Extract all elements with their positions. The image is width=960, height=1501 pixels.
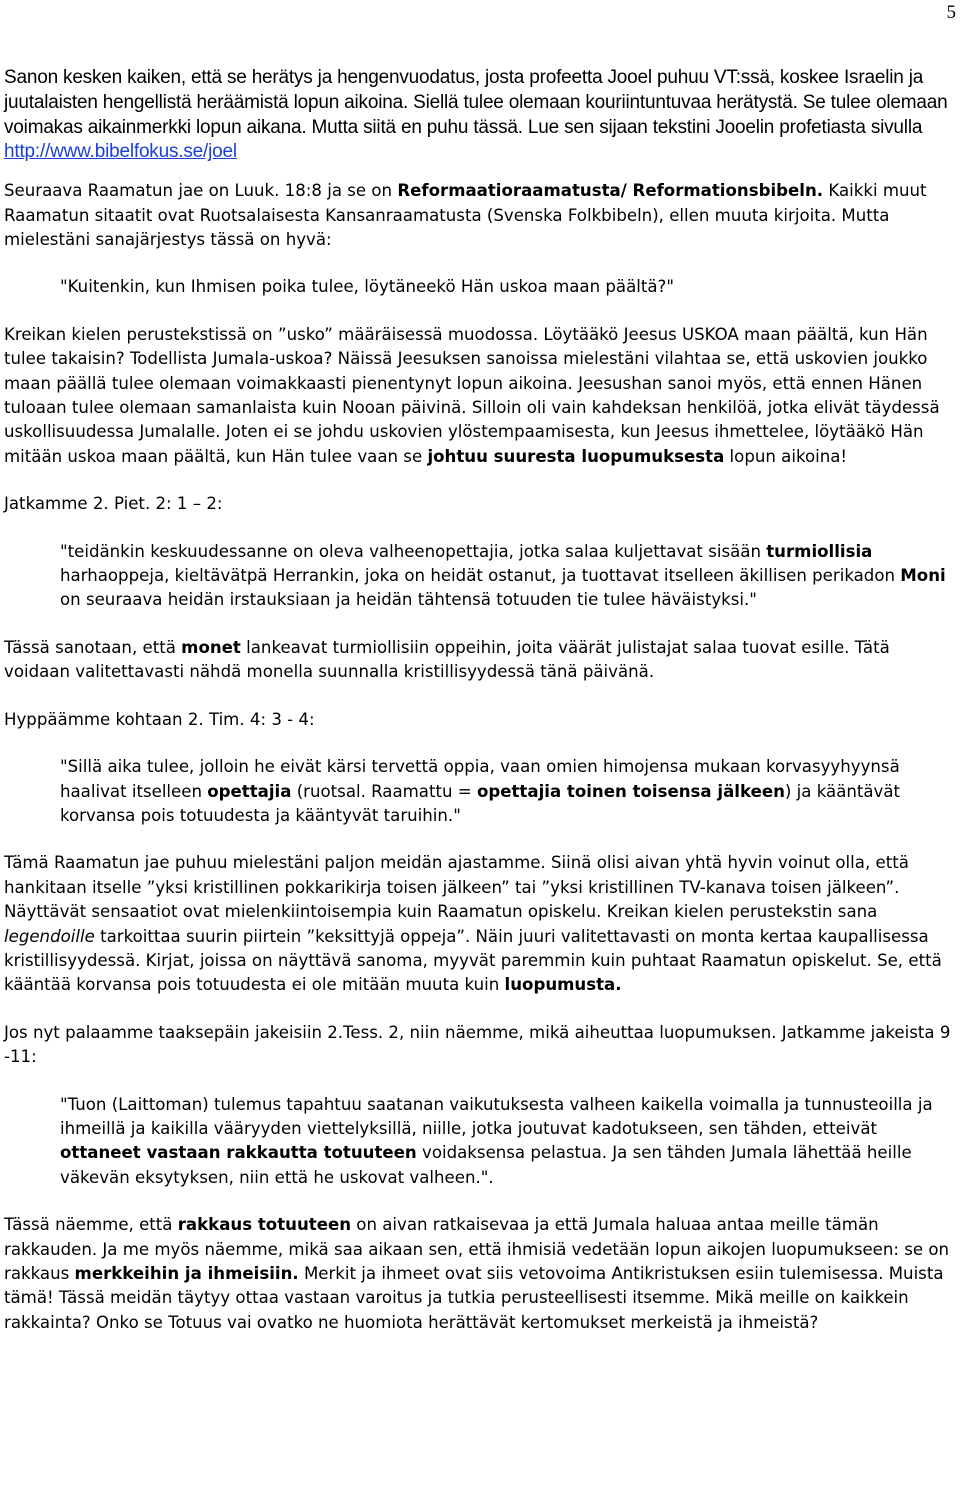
quote-2-text-e: on seuraava heidän irstauksiaan ja heidän tähtensä totuuden tie tulee häväistyksi." (60, 590, 757, 610)
quote-3-text-a: "Sillä aika tulee, jolloin he eivät kärsi tervettä oppia, vaan omien himojensa mukaan korvasyyhyynsä haalivat itselleen (60, 757, 900, 801)
quote-3-bold-d: opettajia toinen toisensa jälkeen (476, 781, 785, 801)
quote-4-bold: ottaneet vastaan rakkautta totuuteen (60, 1143, 417, 1163)
paragraph-5-bold: monet (181, 637, 241, 657)
paragraph-3-bold: johtuu suuresta luopumuksesta (427, 446, 725, 466)
paragraph-3-text-c: lopun aikoina! (724, 446, 848, 466)
quote-4-text-a: "Tuon (Laittoman) tulemus tapahtuu saatanan vaikutuksesta valheen kaikella voimalla ja tunnusteoilla ja ihmeillä ja kaikilla vääryyden viettelyksillä, niille, jotka joutuvat kadotukseen, sen tähden, etteivät (60, 1094, 933, 1138)
paragraph-2-text-c: Kaikki muut Raamatun sitaatit ovat Ruotsalaisesta Kansanraamatusta (Svenska Folkbibeln), ellen muuta kirjoita. Mutta mielestäni sanajärjestys tässä on hyvä: (4, 181, 927, 249)
quote-3-bold-b: opettajia (207, 781, 292, 801)
quote-3 (60, 755, 956, 828)
paragraph-5-text-a: Tässä sanotaan, että (4, 637, 182, 657)
quote-4-text-c: voidaksensa pelastua. Ja sen tähden Jumala lähettää heille väkevän eksytyksen, niin että he uskovat valheen.". (60, 1143, 912, 1187)
quote-1: "Kuitenkin, kun Ihmisen poika tulee, löytäneekö Hän uskoa maan päältä?" (60, 277, 674, 297)
paragraph-9 (4, 1213, 956, 1335)
paragraph-9-text-e: Merkit ja ihmeet ovat siis vetovoima Antikristuksen esiin tulemisessa. Muista tämä! Tässä meidän täytyy ottaa vastaan varoitus ja tutkia perusteellisesti itsemme. Mikä meille on kaikkein rakkainta? Onko se Totuus vai ovatko ne huomiota herättävät kertomukset merkeistä ja ihmeistä? (4, 1264, 944, 1332)
page-number: 5 (946, 2, 956, 23)
paragraph-2 (4, 179, 956, 252)
paragraph-3 (4, 323, 956, 469)
paragraph-6: Hyppäämme kohtaan 2. Tim. 4: 3 - 4: (4, 709, 315, 729)
paragraph-7-text-a: Tämä Raamatun jae puhuu mielestäni paljon meidän ajastamme. Siinä olisi aivan yhtä hyvin voinut olla, että hankitaan itselle ”yksi kristillinen pokkarikirja toisen jälkeen” tai ”yksi kristillinen TV-kanava toisen jälkeen”. Näyttävät sensaatiot ovat mielenkiintoisempia kuin Raamatun opiskelu. Kreikan kielen perustekstin sana (4, 853, 909, 922)
paragraph-9-bold-d: merkkeihin ja ihmeisiin. (74, 1264, 299, 1283)
paragraph-9-text-c: on aivan ratkaisevaa ja että Jumala haluaa antaa meille tämän rakkauden. Ja me myös näemme, mikä saa aikaan sen, että ihmisiä vedetään lopun aikojen luopumukseen: se on rakkaus (4, 1215, 950, 1283)
quote-2-text-a: "teidänkin keskuudessanne on oleva valheenopettajia, jotka salaa kuljettavat sisään (60, 541, 767, 561)
paragraph-4: Jatkamme 2. Piet. 2: 1 – 2: (4, 494, 223, 514)
quote-2-text-c: harhaoppeja, kieltävätpä Herrankin, joka on heidät ostanut, ja tuottavat itselleen äkillisen perikadon (60, 566, 901, 586)
paragraph-7-bold: luopumusta. (504, 975, 622, 995)
paragraph-7 (4, 851, 956, 997)
quote-4 (60, 1093, 956, 1191)
quote-2-bold-b: turmiollisia (766, 541, 873, 561)
paragraph-9-text-a: Tässä näemme, että (4, 1215, 178, 1235)
quote-3-text-e: ) ja kääntävät korvansa pois totuudesta ja kääntyvät taruihin." (60, 781, 901, 825)
body-text (4, 66, 956, 1335)
paragraph-3-text-a: Kreikan kielen perustekstissä on ”usko” määräisessä muodossa. Löytääkö Jeesus USKOA maan päältä, kun Hän tulee takaisin? Todellista Jumala-uskoa? Näissä Jeesuksen sanoissa mielestäni vilahtaa se, että uskovien joukko maan päällä tulee olemaan voimakkaasti pienentynyt lopun aikoina. Jeesushan sanoi myös, että ennen Hänen tuloaan tulee olemaan samanlaista kuin Nooan päivinä. Silloin oli vain kahdeksan henkilöä, jotka elivät täydessä uskollisuudessa Jumalalle. Joten ei se johdu uskovien ylöstempaamisesta, kun Jeesus ihmettelee, löytääkö Hän mitään uskoa maan päältä, kun Hän tulee vaan se (4, 324, 940, 466)
paragraph-7-text-c: tarkoittaa suurin piirtein ”keksittyjä oppeja”. Näin juuri valitettavasti on monta kertaa kaupallisessa kristillisyydessä. Kirjat, joissa on näyttävä sanoma, myyvät paremmin kuin puhtaat Raamatun opiskelut. Se, että kääntää korvansa pois totuudesta ei ole mitään muuta kuin (4, 926, 942, 995)
paragraph-9-bold-b: rakkaus totuuteen (177, 1215, 352, 1235)
quote-3-text-c: (ruotsal. Raamattu = (291, 781, 477, 801)
quote-2 (60, 540, 956, 613)
paragraph-2-text-a: Seuraava Raamatun jae on Luuk. 18:8 ja se on (4, 181, 398, 201)
paragraph-8: Jos nyt palaamme taaksepäin jakeisiin 2.Tess. 2, niin näemme, mikä aiheuttaa luopumuksen. Jatkamme jakeista 9 -11: (4, 1022, 951, 1067)
paragraph-2-bold: Reformaatioraamatusta/ Reformationsbibeln. (397, 181, 824, 201)
quote-2-bold-d: Moni (900, 566, 946, 586)
paragraph-1 (4, 66, 956, 165)
paragraph-7-italic: legendoille (4, 926, 95, 946)
paragraph-1-text: Sanon kesken kaiken, että se herätys ja hengenvuodatus, josta profeetta Jooel puhuu VT:ssä, koskee Israelin ja juutalaisten hengellistä heräämistä lopun aikoina. Siellä tulee olemaan kouriintuntuvaa herätystä. Se tulee olemaan voimakas aikainmerkki lopun aikana. Mutta siitä en puhu tässä. Lue sen sijaan tekstini Jooelin profetiasta sivulla (4, 67, 948, 138)
bibelfokus-link[interactable]: http://www.bibelfokus.se/joel (4, 141, 237, 163)
paragraph-5 (4, 636, 956, 685)
paragraph-5-text-c: lankeavat turmiollisiin oppeihin, joita väärät julistajat salaa tuovat esille. Tätä voidaan valitettavasti nähdä monella suunnalla kristillisyydessä tänä päivänä. (4, 637, 890, 682)
